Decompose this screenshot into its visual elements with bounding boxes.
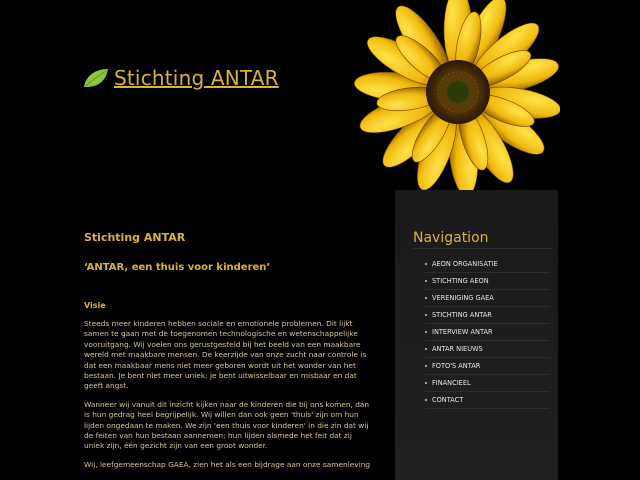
bullet-icon xyxy=(425,314,427,316)
header xyxy=(0,0,640,205)
nav-item-fotos-antar[interactable] xyxy=(425,358,550,375)
leaf-icon xyxy=(82,67,110,89)
navigation-list xyxy=(425,256,550,409)
nav-item-label[interactable]: FINANCIEEL xyxy=(432,379,471,387)
bullet-icon xyxy=(425,297,427,299)
divider xyxy=(413,248,553,249)
nav-item-label[interactable]: CONTACT xyxy=(432,396,464,404)
bullet-icon xyxy=(425,348,427,350)
page-subtitle: ‘ANTAR, een thuis voor kinderen’ xyxy=(84,262,271,273)
logo[interactable] xyxy=(82,66,279,90)
paragraph: Wij, leefgemeenschap GAEA, zien het als een bijdrage aan onze samenleving xyxy=(84,459,371,469)
bullet-icon xyxy=(425,331,427,333)
nav-item-vereniging-gaea[interactable] xyxy=(425,290,550,307)
bullet-icon xyxy=(425,365,427,367)
site-title-link[interactable]: Stichting ANTAR xyxy=(114,66,279,90)
bullet-icon xyxy=(425,280,427,282)
nav-item-antar-nieuws[interactable] xyxy=(425,341,550,358)
bullet-icon xyxy=(425,399,427,401)
sidebar xyxy=(395,190,558,480)
nav-item-label[interactable]: INTERVIEW ANTAR xyxy=(432,328,493,336)
nav-item-aeon-organisatie[interactable] xyxy=(425,256,550,273)
sunflower-image xyxy=(330,0,560,210)
nav-item-stichting-antar[interactable] xyxy=(425,307,550,324)
nav-item-interview-antar[interactable] xyxy=(425,324,550,341)
bullet-icon xyxy=(425,263,427,265)
nav-item-contact[interactable] xyxy=(425,392,550,409)
nav-item-stichting-aeon[interactable] xyxy=(425,273,550,290)
nav-item-label[interactable]: VERENIGING GAEA xyxy=(432,294,494,302)
page-title: Stichting ANTAR xyxy=(84,231,186,244)
bullet-icon xyxy=(425,382,427,384)
nav-item-label[interactable]: FOTO'S ANTAR xyxy=(432,362,481,370)
nav-item-label[interactable]: STICHTING ANTAR xyxy=(432,311,492,319)
nav-item-label[interactable]: AEON ORGANISATIE xyxy=(432,260,498,268)
nav-item-label[interactable]: STICHTING AEON xyxy=(432,277,489,285)
section-heading: Visie xyxy=(84,301,106,310)
navigation-title: Navigation xyxy=(413,230,489,246)
paragraph: Steeds meer kinderen hebben sociale en emotionele problemen. Dit lijkt samen te gaan met de toegenomen technologische en wetenschappelijke vooruitgang. Wij voelen ons gerustgesteld bij het beeld van een maakbare wereld met maakbare mensen. De keerzijde van onze zucht naar controle is dat een maakbaar mens niet meer geboren wordt uit het wonder van het bestaan. Je bent niet meer uniek; je bent uitwisselbaar en misbaar en dat geeft angst. xyxy=(84,319,367,391)
nav-item-label[interactable]: ANTAR NIEUWS xyxy=(432,345,483,353)
paragraph: Wanneer wij vanuit dit inzicht kijken naar de kinderen die bij ons komen, dan is hun gedrag heel begrijpelijk. Wij willen dan ook geen 'thuis' zijn om hun lijden ongedaan te maken. We zijn 'een thuis voor kinderen' in die zin dat wij de feiten van hun bestaan aannemen; hun lijden alsmede het feit dat zij uniek zijn, één gezicht zijn van een groot wonder. xyxy=(84,399,370,451)
nav-item-financieel[interactable] xyxy=(425,375,550,392)
main-content xyxy=(84,224,374,478)
